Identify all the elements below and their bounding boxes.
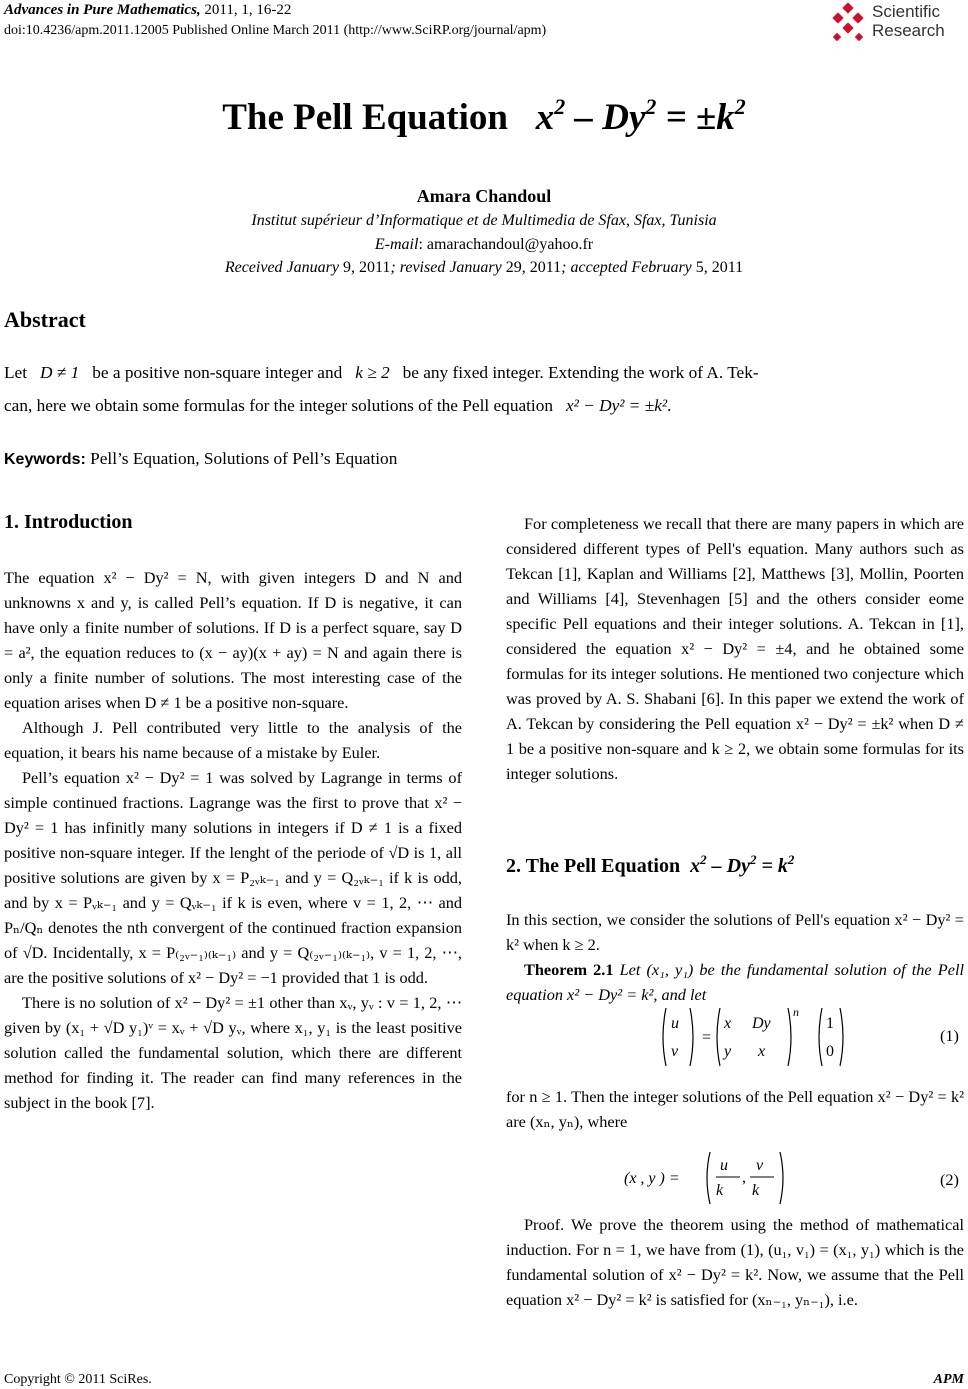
doi-line: doi:10.4236/apm.2011.12005 Published Online March 2011 (http://www.SciRP.org/journal/apm) <box>4 23 547 38</box>
svg-text:k: k <box>752 1182 760 1199</box>
proof-block <box>506 1212 964 1312</box>
svg-text:n: n <box>793 1006 799 1019</box>
author-name: Amara Chandoul <box>416 186 552 206</box>
dates-line: Received January 9, 2011; revised January 29, 2011; accepted February 5, 2011 <box>224 259 744 276</box>
footer-journal-abbr: APM <box>933 1372 964 1387</box>
after-equation-1 <box>506 1084 964 1134</box>
logo-line1: Scientific <box>872 2 941 21</box>
abstract-line1: Let D ≠ 1 be a positive non-square integer and k ≥ 2 be any fixed integer. Extending the work of A. Tek- <box>4 363 759 382</box>
right-column-section2 <box>506 907 964 1007</box>
svg-text:Dy: Dy <box>752 1015 771 1032</box>
abstract-heading: Abstract <box>4 307 86 332</box>
after-equation-1-text: for n ≥ 1. Then the integer solutions of the Pell equation x² − Dy² = k² are (xₙ, yₙ), where <box>506 1087 964 1131</box>
section2-paragraph-1: In this section, we consider the solutions of Pell's equation x² − Dy² = k² when k ≥ 2. <box>506 910 964 954</box>
right-paragraph-1: For completeness we recall that there are many papers in which are considered different types of Pell's equation. Many authors such as Tekcan [1], Kaplan and Williams [2], Matthews [3], Mollin, Poorten and Williams [4], Stevenhagen [5] and the others consider eome specific Pell equations and their integer solutions. A. Tekcan in [1], considered the equation x² − Dy² = ±4, and he obtained some formulas for its integer solutions. He mentioned two conjecture which was proved by A. S. Shabani [6]. In this paper we extend the work of A. Tekcan by considering the Pell equation x² − Dy² = ±k² when D ≠ 1 be a positive non-square and k ≥ 2, we obtain some formulas for its integer solutions. <box>506 514 964 783</box>
equation-1-matrix <box>660 1006 810 1068</box>
right-column-top <box>506 511 964 786</box>
svg-text:=: = <box>702 1029 712 1046</box>
intro-paragraph-1: The equation x² − Dy² = N, with given integers D and N and unknowns x and y, is called Pell’s equation. If D is negative, it can have only a finite number of solutions. If D is a perfect square, say D = a², the equation reduces to (x − ay)(x + ay) = N and again there is only a finite number of solutions. The most interesting case of the equation arises when D ≠ 1 be a positive non-square. <box>4 568 462 712</box>
equation-1-vector <box>816 1006 846 1068</box>
svg-text:,: , <box>742 1169 746 1186</box>
svg-text:v: v <box>671 1043 679 1060</box>
section-pell-heading: 2. The Pell Equation $x^2 - Dy^2 = k^2$ <box>506 852 795 877</box>
svg-text:x: x <box>758 1043 766 1060</box>
svg-text:x: x <box>724 1015 732 1032</box>
title-equation: $x^2 - Dy^2 = \pm k^2$ <box>535 94 746 138</box>
svg-text:u: u <box>720 1157 728 1174</box>
logo-line2: Research <box>872 21 945 40</box>
svg-text:u: u <box>671 1015 679 1032</box>
intro-paragraph-4: There is no solution of x² − Dy² = ±1 other than xᵥ, yᵥ : v = 1, 2, ⋯ given by (x₁ + √D y₁)ᵛ = xᵥ + √D yᵥ, where x₁, y₁ is the least positive solution called the fundamental solution, which there are different method for finding it. The reader can find many references in the subject in the book [7]. <box>4 993 462 1112</box>
logo-icon <box>828 2 870 44</box>
intro-paragraph-3: Pell’s equation x² − Dy² = 1 was solved by Lagrange in terms of simple continued fractions. Lagrange was the first to prove that x² − Dy² = 1 has infinitly many solutions in integers if D ≠ 1 is a fixed positive non-square integer. If the lenght of the periode of √D is 1, all positive solutions are given by x = P₂ᵥₖ₋₁ and y = Q₂ᵥₖ₋₁ if k is odd, and by x = Pᵥₖ₋₁ and y = Qᵥₖ₋₁ if k is even, where v = 1, 2, ⋯ and Pₙ/Qₙ denotes the nth convergent of the continued fraction expansion of √D. Incidentally, x = P₍₂ᵥ₋₁₎₍ₖ₋₁₎ and y = Q₍₂ᵥ₋₁₎₍ₖ₋₁₎, v = 1, 2, ⋯, are the positive solutions of x² − Dy² = −1 provided that 1 is odd. <box>4 768 462 987</box>
affiliation: Institut supérieur d’Informatique et de Multimedia de Sfax, Sfax, Tunisia <box>251 212 717 229</box>
footer-copyright: Copyright © 2011 SciRes. <box>4 1372 152 1387</box>
keywords: Keywords: Pell’s Equation, Solutions of Pell’s Equation <box>4 449 398 468</box>
svg-text:y: y <box>724 1043 732 1060</box>
abstract-line2: can, here we obtain some formulas for the integer solutions of the Pell equation x² − Dy² = ±k². <box>4 396 672 415</box>
equation-2-number: (2) <box>940 1170 959 1189</box>
intro-paragraph-2: Although J. Pell contributed very little to the analysis of the equation, it bears his name because of a mistake by Euler. <box>4 718 462 762</box>
svg-text:1: 1 <box>826 1015 834 1032</box>
equation-2 <box>624 1150 784 1206</box>
section-introduction-heading: 1. Introduction <box>4 511 133 533</box>
publisher-logo <box>828 2 964 44</box>
proof-paragraph: Proof. We prove the theorem using the method of mathematical induction. For n = 1, we have from (1), (u₁, v₁) = (x₁, y₁) which is the fundamental solution of x² − Dy² = k². Now, we assume that the Pell equation x² − Dy² = k² is satisfied for (xₙ₋₁, yₙ₋₁), i.e. <box>506 1215 964 1309</box>
equation-1-number: (1) <box>940 1026 959 1045</box>
paper-title: The Pell Equation $x^2 - Dy^2 = \pm k^2$ <box>222 94 746 138</box>
svg-text:0: 0 <box>826 1043 834 1060</box>
theorem-2-1: Theorem 2.1 Let (x₁, y₁) be the fundamental solution of the Pell equation x² − Dy² = k², and let <box>506 960 964 1004</box>
left-column <box>4 565 462 1115</box>
email-line: E-mail: amarachandoul@yahoo.fr <box>374 236 594 253</box>
journal-name: Advances in Pure Mathematics, 2011, 1, 16-22 <box>4 2 292 18</box>
svg-text:(x , y ) =: (x , y ) = <box>624 1170 680 1187</box>
svg-text:v: v <box>756 1157 764 1174</box>
svg-text:k: k <box>716 1182 724 1199</box>
